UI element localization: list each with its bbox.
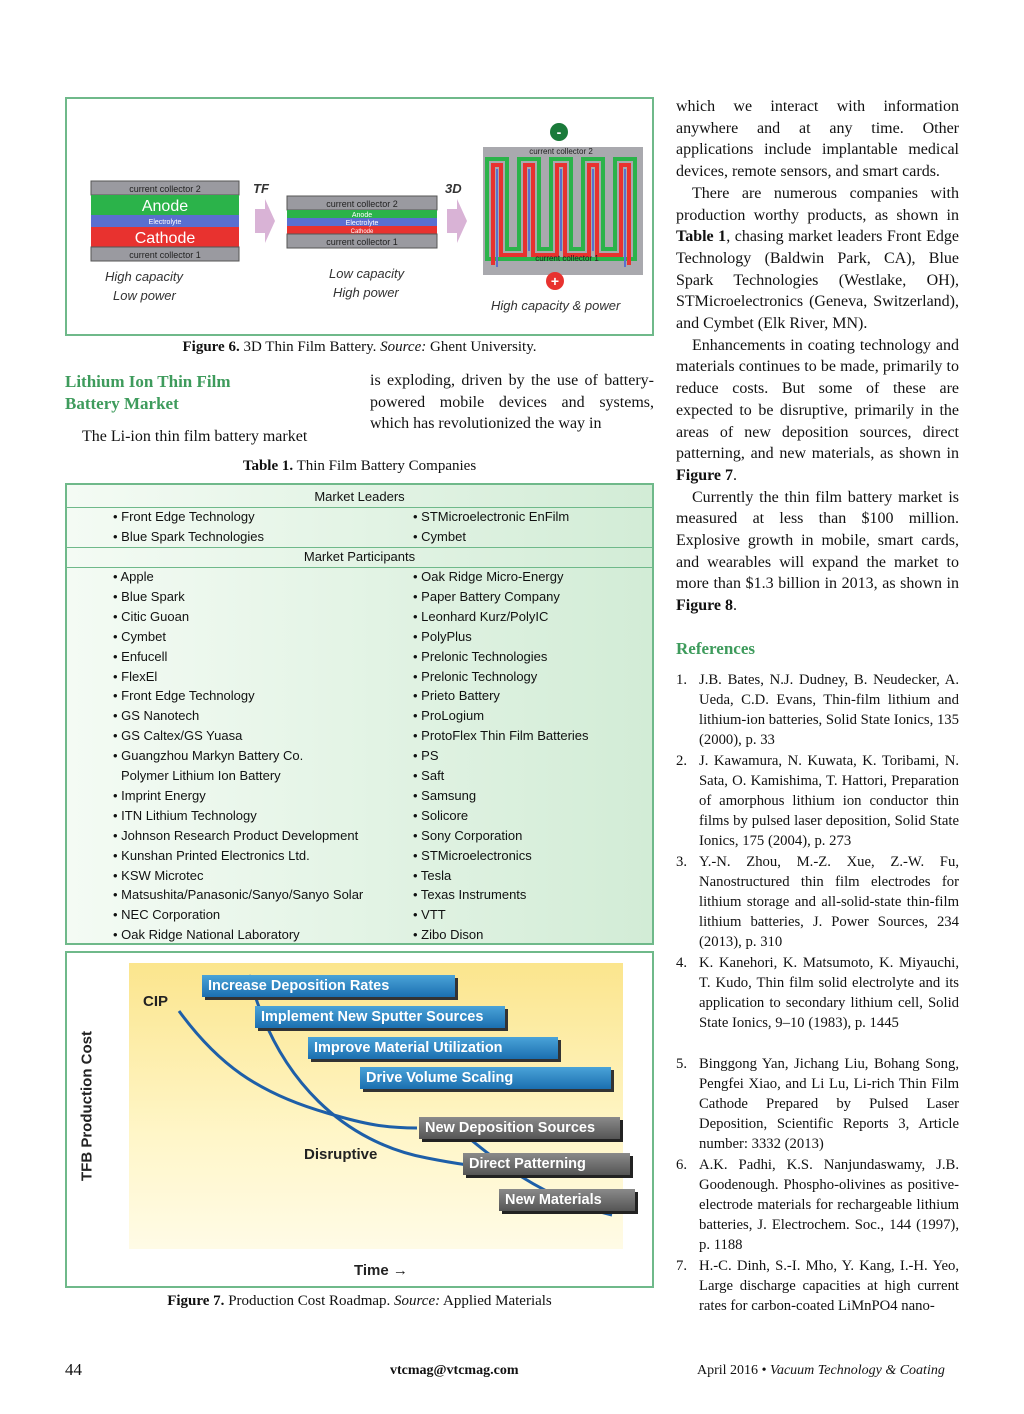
reference-number: 5. <box>676 1056 688 1072</box>
left-layer-cathode: Cathode <box>134 230 196 247</box>
participant-right: • Prelonic Technologies <box>413 648 548 664</box>
participant-right: • ProtoFlex Thin Film Batteries <box>413 728 589 744</box>
footer-email: vtcmag@vtcmag.com <box>390 1363 519 1378</box>
references-heading: References <box>676 639 755 658</box>
participant-right: • Zibo Dison <box>413 927 484 943</box>
participant-right: • Saft <box>413 768 445 783</box>
minus-sign: - <box>556 124 562 140</box>
participant-right: • STMicroelectronics <box>413 847 532 863</box>
reference-number: 2. <box>676 753 688 769</box>
reference-number: 7. <box>676 1258 688 1274</box>
mid-layer-cc2: current collector 2 <box>326 199 398 209</box>
figure-6-source-label: Source: <box>380 339 427 355</box>
reference-text: K. Kanehori, K. Matsumoto, K. Miyauchi, T. Kudo, Thin film solid electrolyte and its application to secondary lithium cell, Solid State Ionics, 9–10 (1983), p. 1445 <box>699 955 959 1031</box>
participant-right: • Texas Instruments <box>413 887 527 903</box>
reference-text: Binggong Yan, Jichang Liu, Bohang Song, Pengfei Xiao, and Li Lu, Li-rich Thin Film Cathode Prepared by Pulsed Laser Deposition, Scientific Reports 3, Article number: 3332 (2013) <box>699 1056 959 1152</box>
table-row <box>67 686 652 706</box>
table-row <box>67 826 652 846</box>
reference-number: 3. <box>676 854 688 870</box>
table-row <box>67 647 652 667</box>
leaders-header-row <box>67 487 652 507</box>
participant-left: • Blue Spark <box>113 588 185 604</box>
table-row <box>67 925 652 945</box>
reference-text: H.-C. Dinh, S.-I. Mho, Y. Kang, I.-H. Yeo, Large discharge capacities at high current rates for carbon-coated LiMnPO4 nano- <box>699 1258 959 1314</box>
right-para-4: Currently the thin film battery market is measured at less than $100 million. Explosive growth in mobile, smart cards, and wearables will expand the market to more than $1.3 billion in 2013, as shown in Figure 8. <box>676 488 959 615</box>
bar-new-materials: New Materials <box>499 1189 635 1211</box>
right-cc2-label: current collector 2 <box>529 147 593 156</box>
section-heading-line2: Battery Market <box>65 394 179 413</box>
right-para-2: There are numerous companies with production worthy products, as shown in Table 1, chasing market leaders Front Edge Technology (Baldwin Park, CA), Blue Spark Technologies (Westlake, OH), STMicroelectronics (Geneva, Switzerland), and Cymbet (Elk River, MN). <box>676 184 959 333</box>
figure-7-caption-text: Production Cost Roadmap. <box>228 1293 391 1309</box>
reference-item <box>676 751 959 851</box>
reference-text: A.K. Padhi, K.S. Nanjundaswamy, J.B. Goodenough. Phospho-olivines as positive-electrode materials for rechargeable lithium batteries, J. Electrochem. Soc., 144 (1997), p. 1188 <box>699 1157 959 1253</box>
participant-left: Polymer Lithium Ion Battery <box>121 768 281 783</box>
table-row <box>67 567 652 587</box>
table-row <box>67 507 652 527</box>
left-label-power: Low power <box>113 288 176 303</box>
section-para-start: The Li-ion thin film battery market <box>82 428 308 445</box>
reference-number: 1. <box>676 672 688 688</box>
bar-implement-sputter-sources: Implement New Sputter Sources <box>255 1006 505 1028</box>
table-1-label: Table 1. <box>242 458 294 474</box>
footer-journal: Vacuum Technology & Coating <box>769 1363 945 1378</box>
table-row <box>67 866 652 886</box>
participant-right: • Solicore <box>413 807 469 823</box>
table-1-ref: Table 1 <box>676 228 727 246</box>
participant-left: • Kunshan Printed Electronics Ltd. <box>113 847 310 863</box>
right-3d-structure <box>483 123 643 313</box>
table-row <box>67 627 652 647</box>
leader-right-1: • STMicroelectronic EnFilm <box>413 509 570 524</box>
reference-number: 4. <box>676 955 688 971</box>
table-row <box>67 905 652 925</box>
leader-right-2: • Cymbet <box>413 529 466 544</box>
table-1-title-text: Thin Film Battery Companies <box>296 458 477 474</box>
leader-left-2: • Blue Spark Technologies <box>113 529 265 544</box>
participant-right: • Oak Ridge Micro-Energy <box>413 569 564 584</box>
participant-right: • Prelonic Technology <box>413 668 538 684</box>
reference-item <box>676 953 959 1033</box>
table-row <box>67 806 652 826</box>
reference-item <box>676 670 959 750</box>
participant-left: • Enfucell <box>113 648 168 664</box>
participant-left: • Citic Guoan <box>113 608 190 624</box>
participant-right: • VTT <box>413 907 446 923</box>
mid-layer-electrolyte: Electrolyte <box>345 220 379 227</box>
footer-issue <box>697 1363 945 1379</box>
figure-6-caption-text: 3D Thin Film Battery. <box>243 339 377 355</box>
bar-increase-deposition-rates: Increase Deposition Rates <box>202 975 455 997</box>
reference-text: Y.-N. Zhou, M.-Z. Xue, Z.-W. Fu, Nanostructured thin film electrodes for lithium storage and all-solid-state thin-film lithium batteries, J. Power Sources, 234 (2013), p. 310 <box>699 854 959 950</box>
reference-text: J.B. Bates, N.J. Dudney, B. Neudecker, A. Ueda, C.D. Evans, Thin-film lithium and lithium-ion batteries, Solid State Ionics, 135 (2000), p. 33 <box>699 672 959 748</box>
mid-label-capacity: Low capacity <box>329 266 405 281</box>
disruptive-label: Disruptive <box>304 1146 378 1163</box>
figure-7-ref: Figure 7 <box>676 466 734 484</box>
table-row <box>67 746 652 766</box>
middle-stack <box>287 196 437 300</box>
figure-8-ref: Figure 8 <box>676 597 734 615</box>
mid-layer-anode: Anode <box>351 212 373 219</box>
figure-6-source: Ghent University. <box>429 339 537 355</box>
table-row <box>67 706 652 726</box>
reference-text: J. Kawamura, N. Kuwata, K. Toribami, N. Sata, O. Kamishima, T. Hattori, Preparation of amorphous lithium ion conductor thin films by pulsed laser deposition, Solid State Ionics, 175 (2004), p. 273 <box>699 753 959 849</box>
figure-7-image <box>65 951 654 1288</box>
footer-date: April 2016 <box>697 1363 759 1378</box>
right-label: High capacity & power <box>491 298 621 313</box>
mid-layer-cathode: Cathode <box>350 229 374 235</box>
bar-drive-volume-scaling: Drive Volume Scaling <box>360 1067 611 1089</box>
reference-item <box>676 1054 959 1154</box>
plus-sign: + <box>550 273 560 289</box>
leaders-header: Market Leaders <box>314 489 405 504</box>
participant-left: • FlexEl <box>113 668 158 684</box>
participant-right: • ProLogium <box>413 708 485 724</box>
left-layer-cc2: current collector 2 <box>129 184 201 194</box>
table-row <box>67 667 652 687</box>
section-heading <box>65 371 231 415</box>
left-label-capacity: High capacity <box>105 269 184 284</box>
table-row <box>67 786 652 806</box>
participant-right: • PolyPlus <box>413 628 472 644</box>
cip-label: CIP <box>143 993 169 1010</box>
mid-label-power: High power <box>333 285 399 300</box>
left-layer-electrolyte: Electrolyte <box>148 219 182 226</box>
figure-7-source: Applied Materials <box>443 1293 552 1309</box>
left-layer-anode: Anode <box>141 198 189 215</box>
participant-right: • Sony Corporation <box>413 827 523 843</box>
table-row <box>67 846 652 866</box>
participant-right: • Prieto Battery <box>413 688 500 704</box>
leader-left-1: • Front Edge Technology <box>113 509 255 524</box>
section-heading-line1: Lithium Ion Thin Film <box>65 372 231 391</box>
figure-7-label: Figure 7. <box>167 1293 225 1309</box>
table-row <box>67 607 652 627</box>
footer-bullet: • <box>761 1363 767 1378</box>
table-row <box>67 726 652 746</box>
reference-number: 6. <box>676 1157 688 1173</box>
table-row <box>67 527 652 547</box>
table-1-title <box>65 458 654 475</box>
table-row <box>67 766 652 786</box>
participant-right: • Paper Battery Company <box>413 588 560 604</box>
participant-left: • Oak Ridge National Laboratory <box>113 927 300 943</box>
participant-left: • Front Edge Technology <box>113 688 255 704</box>
bar-direct-patterning: Direct Patterning <box>463 1153 630 1175</box>
page-number: 44 <box>65 1360 82 1379</box>
participant-right: • Leonhard Kurz/PolyIC <box>413 608 549 624</box>
3d-arrow <box>447 199 467 243</box>
participant-left: • Imprint Energy <box>113 787 206 803</box>
tf-arrow <box>255 199 275 243</box>
section-para-continue: is exploding, driven by the use of battery-powered mobile devices and systems, which has revolutionized the way in <box>370 372 654 433</box>
participant-left: • GS Nanotech <box>113 708 200 724</box>
right-para-1: which we interact with information anywhere and at any time. Other applications include implantable medical devices, remote sensors, and smart cards. <box>676 98 959 181</box>
table-1 <box>65 483 654 945</box>
figure-6-caption <box>65 339 654 356</box>
figure-7-caption <box>65 1293 654 1310</box>
participant-left: • GS Caltex/GS Yuasa <box>113 728 243 744</box>
figure-6-label: Figure 6. <box>182 339 240 355</box>
bar-improve-material-utilization: Improve Material Utilization <box>308 1037 558 1059</box>
participant-right: • PS <box>413 748 439 764</box>
thin-film-battery-diagram <box>67 99 652 334</box>
participants-header: Market Participants <box>303 549 416 564</box>
figure-7-xlabel: Time → <box>354 1262 408 1279</box>
participant-left: • ITN Lithium Technology <box>113 807 257 823</box>
figure-7-ylabel: TFB Production Cost <box>78 1031 96 1181</box>
figure-6-image <box>65 97 654 336</box>
3d-label: 3D <box>445 181 462 196</box>
participant-left: • NEC Corporation <box>113 907 221 923</box>
bar-new-deposition-sources: New Deposition Sources <box>419 1117 620 1139</box>
left-layer-cc1: current collector 1 <box>129 250 201 260</box>
figure-7-source-label: Source: <box>394 1293 441 1309</box>
participant-left: • Apple <box>113 569 154 584</box>
left-stack <box>91 181 239 303</box>
reference-item <box>676 1256 959 1316</box>
participant-left: • Cymbet <box>113 628 166 644</box>
participant-left: • Matsushita/Panasonic/Sanyo/Sanyo Solar <box>113 887 364 903</box>
tf-label: TF <box>253 181 269 196</box>
participant-left: • Guangzhou Markyn Battery Co. <box>113 748 304 764</box>
mid-layer-cc1: current collector 1 <box>326 237 398 247</box>
participant-right: • Tesla <box>413 867 452 883</box>
reference-item <box>676 1155 959 1255</box>
reference-item <box>676 852 959 952</box>
right-column-text <box>676 96 959 617</box>
table-row <box>67 587 652 607</box>
participant-left: • Johnson Research Product Development <box>113 827 359 843</box>
participant-right: • Samsung <box>413 787 477 803</box>
table-row <box>67 885 652 905</box>
figure-7-ylabel-wrap <box>69 963 105 1249</box>
right-cc1-label: current collector 1 <box>535 254 599 263</box>
participants-header-row <box>67 547 652 567</box>
right-para-3: Enhancements in coating technology and materials continues to be made, primarily to reduce costs. But some of these are expected to be disruptive, primarily in the areas of new deposition sources, direct patterning, and new materials, as shown in Figure 7. <box>676 336 959 484</box>
participant-left: • KSW Microtec <box>113 867 204 883</box>
